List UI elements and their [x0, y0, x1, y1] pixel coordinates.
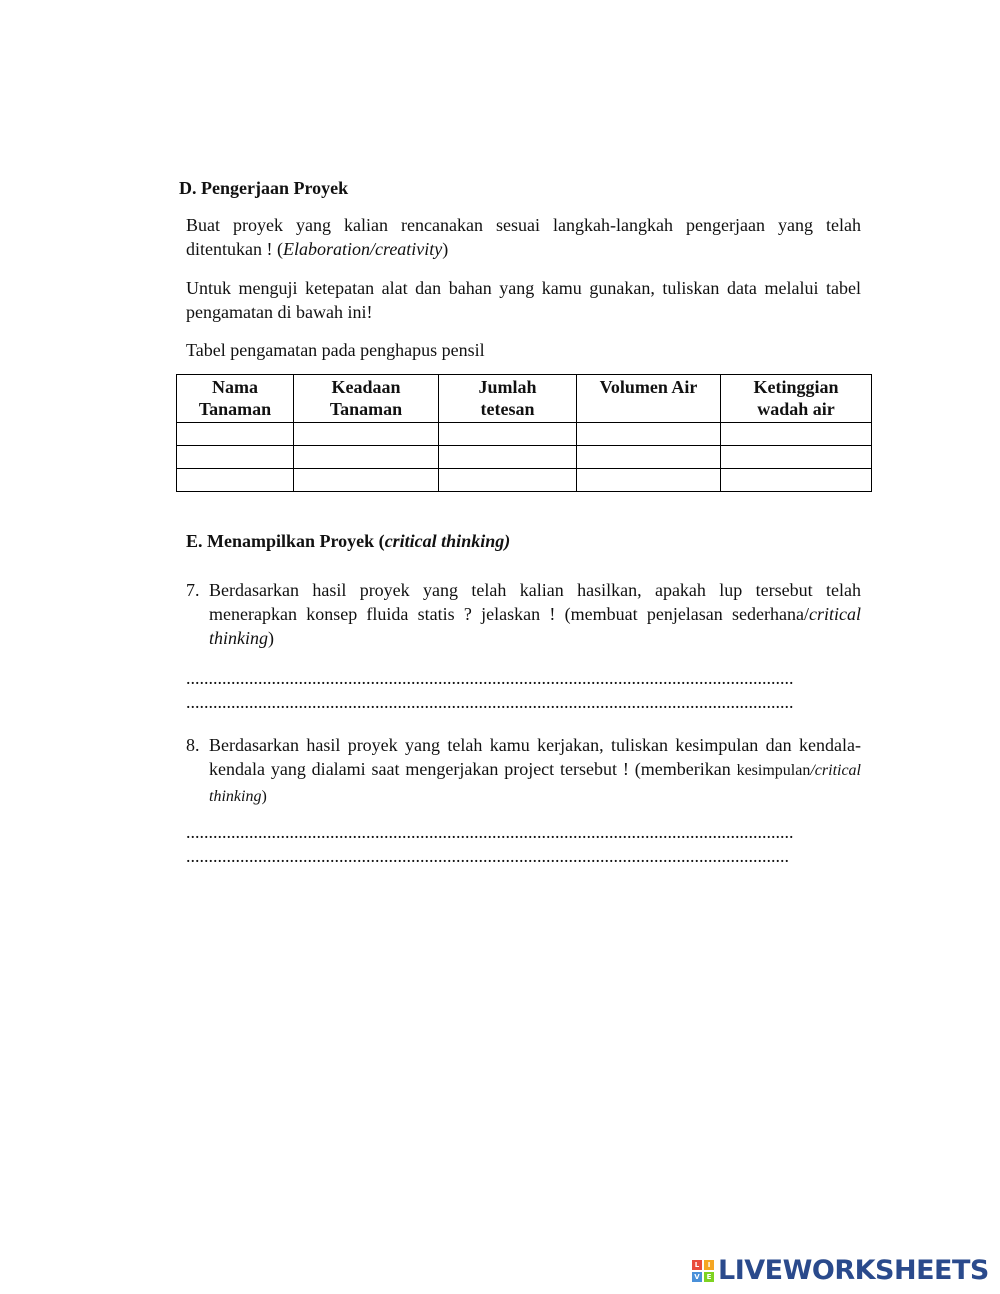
logo-letter-l: L	[692, 1260, 702, 1270]
table-row	[177, 469, 872, 492]
question-7-answer-line-2[interactable]: .......................................................................................................................................	[186, 692, 794, 712]
table-row	[177, 446, 872, 469]
question-7-body: Berdasarkan hasil proyek yang telah kalian hasilkan, apakah lup tersebut telah menerapkan konsep fluida statis ? jelaskan ! (membuat penjelasan sederhana/	[209, 580, 861, 624]
header-volumen-air: Volumen Air	[577, 375, 721, 423]
header-jumlah-tetesan: Jumlah tetesan	[439, 375, 577, 423]
table-cell[interactable]	[721, 469, 872, 492]
question-7-text	[209, 578, 861, 650]
table-cell[interactable]	[721, 446, 872, 469]
section-d-paragraph-1	[186, 213, 861, 261]
paragraph-1-italic: Elaboration/creativity	[282, 239, 443, 259]
observation-table	[176, 374, 872, 492]
header-nama-tanaman: Nama Tanaman	[177, 375, 294, 423]
table-cell[interactable]	[439, 446, 577, 469]
question-8-number: 8.	[186, 735, 200, 755]
question-8-text	[209, 733, 861, 809]
logo-letter-v: V	[692, 1272, 702, 1282]
question-7-end: )	[268, 628, 274, 648]
question-7-italic: critical thinking	[209, 604, 861, 648]
table-row	[177, 423, 872, 446]
header-ketinggian-wadah-air: Ketinggian wadah air	[721, 375, 872, 423]
section-e-heading	[186, 529, 510, 553]
table-cell[interactable]	[577, 469, 721, 492]
table-cell[interactable]	[177, 423, 294, 446]
table-cell[interactable]	[577, 446, 721, 469]
header-keadaan-tanaman: Keadaan Tanaman	[294, 375, 439, 423]
paragraph-1-end: )	[442, 239, 449, 259]
question-7-number: 7.	[186, 580, 200, 600]
question-8-answer-line-2[interactable]: ......................................................................................................................................	[186, 846, 789, 866]
table-cell[interactable]	[294, 423, 439, 446]
table-cell[interactable]	[577, 423, 721, 446]
liveworksheets-logo	[692, 1256, 989, 1286]
section-e-heading-italic: critical thinking)	[384, 531, 511, 551]
section-d-heading: D. Pengerjaan Proyek	[179, 178, 349, 198]
question-8-small: kesimpulan	[736, 762, 811, 779]
question-7-answer-line-1[interactable]: .......................................................................................................................................	[186, 668, 794, 688]
table-cell[interactable]	[177, 469, 294, 492]
section-e-heading-bold: E. Menampilkan Proyek (	[186, 531, 385, 551]
table-cell[interactable]	[294, 446, 439, 469]
question-8-italic: /critical thinking	[209, 762, 861, 805]
liveworksheets-icon	[692, 1260, 714, 1282]
table-cell[interactable]	[721, 423, 872, 446]
table-header-row	[177, 375, 872, 423]
table-caption: Tabel pengamatan pada penghapus pensil	[186, 340, 485, 360]
section-d-paragraph-2: Untuk menguji ketepatan alat dan bahan yang kamu gunakan, tuliskan data melalui tabel pengamatan di bawah ini!	[186, 278, 861, 322]
logo-letter-i: I	[704, 1260, 714, 1270]
table-cell[interactable]	[439, 469, 577, 492]
table-cell[interactable]	[294, 469, 439, 492]
paragraph-1-text: Buat proyek yang kalian rencanakan sesuai langkah-langkah pengerjaan yang telah ditentukan ! (	[186, 215, 861, 259]
question-8-body: Berdasarkan hasil proyek yang telah kamu kerjakan, tuliskan kesimpulan dan kendala-kendala yang dialami saat mengerjakan project tersebut ! (memberikan	[209, 735, 861, 779]
table-cell[interactable]	[439, 423, 577, 446]
liveworksheets-text: LIVEWORKSHEETS	[718, 1255, 989, 1286]
logo-letter-e: E	[704, 1272, 714, 1282]
table-cell[interactable]	[177, 446, 294, 469]
question-8-end: )	[261, 788, 267, 805]
question-8-answer-line-1[interactable]: .......................................................................................................................................	[186, 822, 794, 842]
